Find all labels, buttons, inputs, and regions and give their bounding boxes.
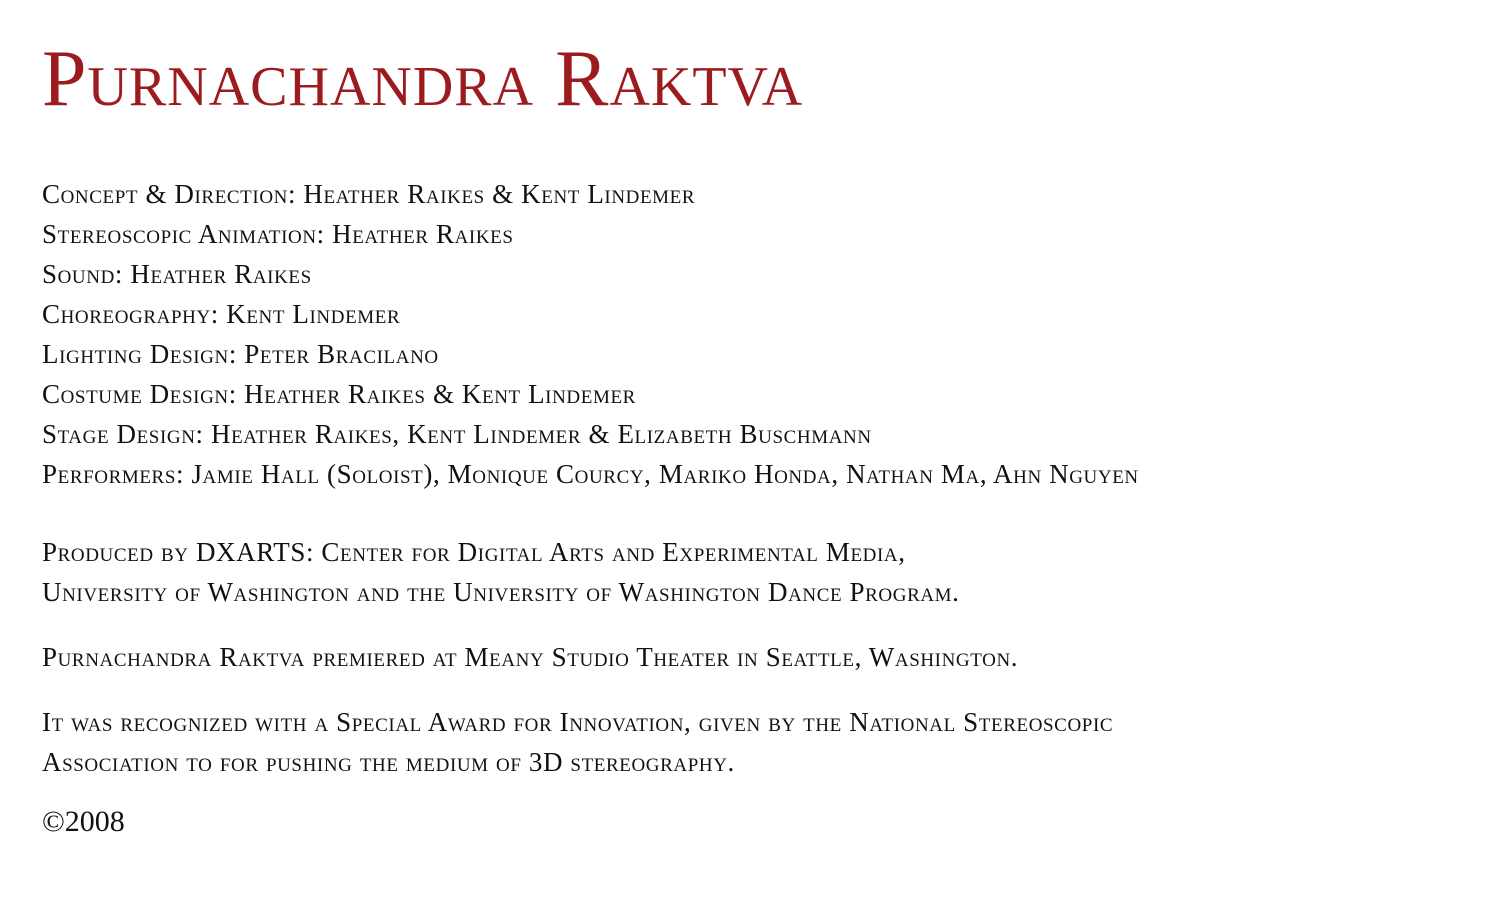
premiere-line: Purnachandra Raktva premiered at Meany Studio Theater in Seattle, Washington. — [42, 642, 1019, 672]
credits-list — [42, 174, 1462, 494]
section-spacer — [42, 677, 1462, 702]
credit-line: Stereoscopic Animation: Heather Raikes — [42, 219, 514, 249]
produced-by-paragraph — [42, 532, 1462, 612]
produced-line: University of Washington and the University of Washington Dance Program. — [42, 577, 960, 607]
credit-line: Choreography: Kent Lindemer — [42, 299, 401, 329]
credit-line: Sound: Heather Raikes — [42, 259, 312, 289]
section-spacer — [42, 494, 1462, 532]
page-title: Purnachandra Raktva — [42, 35, 804, 123]
credits-page — [42, 24, 1462, 842]
credit-line: Stage Design: Heather Raikes, Kent Lindemer & Elizabeth Buschmann — [42, 419, 872, 449]
credit-line: Performers: Jamie Hall (Soloist), Monique Courcy, Mariko Honda, Nathan Ma, Ahn Nguyen — [42, 459, 1139, 489]
credit-line: Lighting Design: Peter Bracilano — [42, 339, 439, 369]
copyright-notice: ©2008 — [42, 805, 125, 838]
produced-line: Produced by DXARTS: Center for Digital Arts and Experimental Media, — [42, 537, 906, 567]
credit-line: Costume Design: Heather Raikes & Kent Lindemer — [42, 379, 636, 409]
premiere-paragraph — [42, 637, 1462, 677]
award-line: Association to for pushing the medium of 3D stereography. — [42, 747, 735, 777]
credit-line: Concept & Direction: Heather Raikes & Kent Lindemer — [42, 179, 696, 209]
award-paragraph — [42, 702, 1462, 782]
award-line: It was recognized with a Special Award for Innovation, given by the National Stereoscopic — [42, 707, 1114, 737]
section-spacer — [42, 612, 1462, 637]
